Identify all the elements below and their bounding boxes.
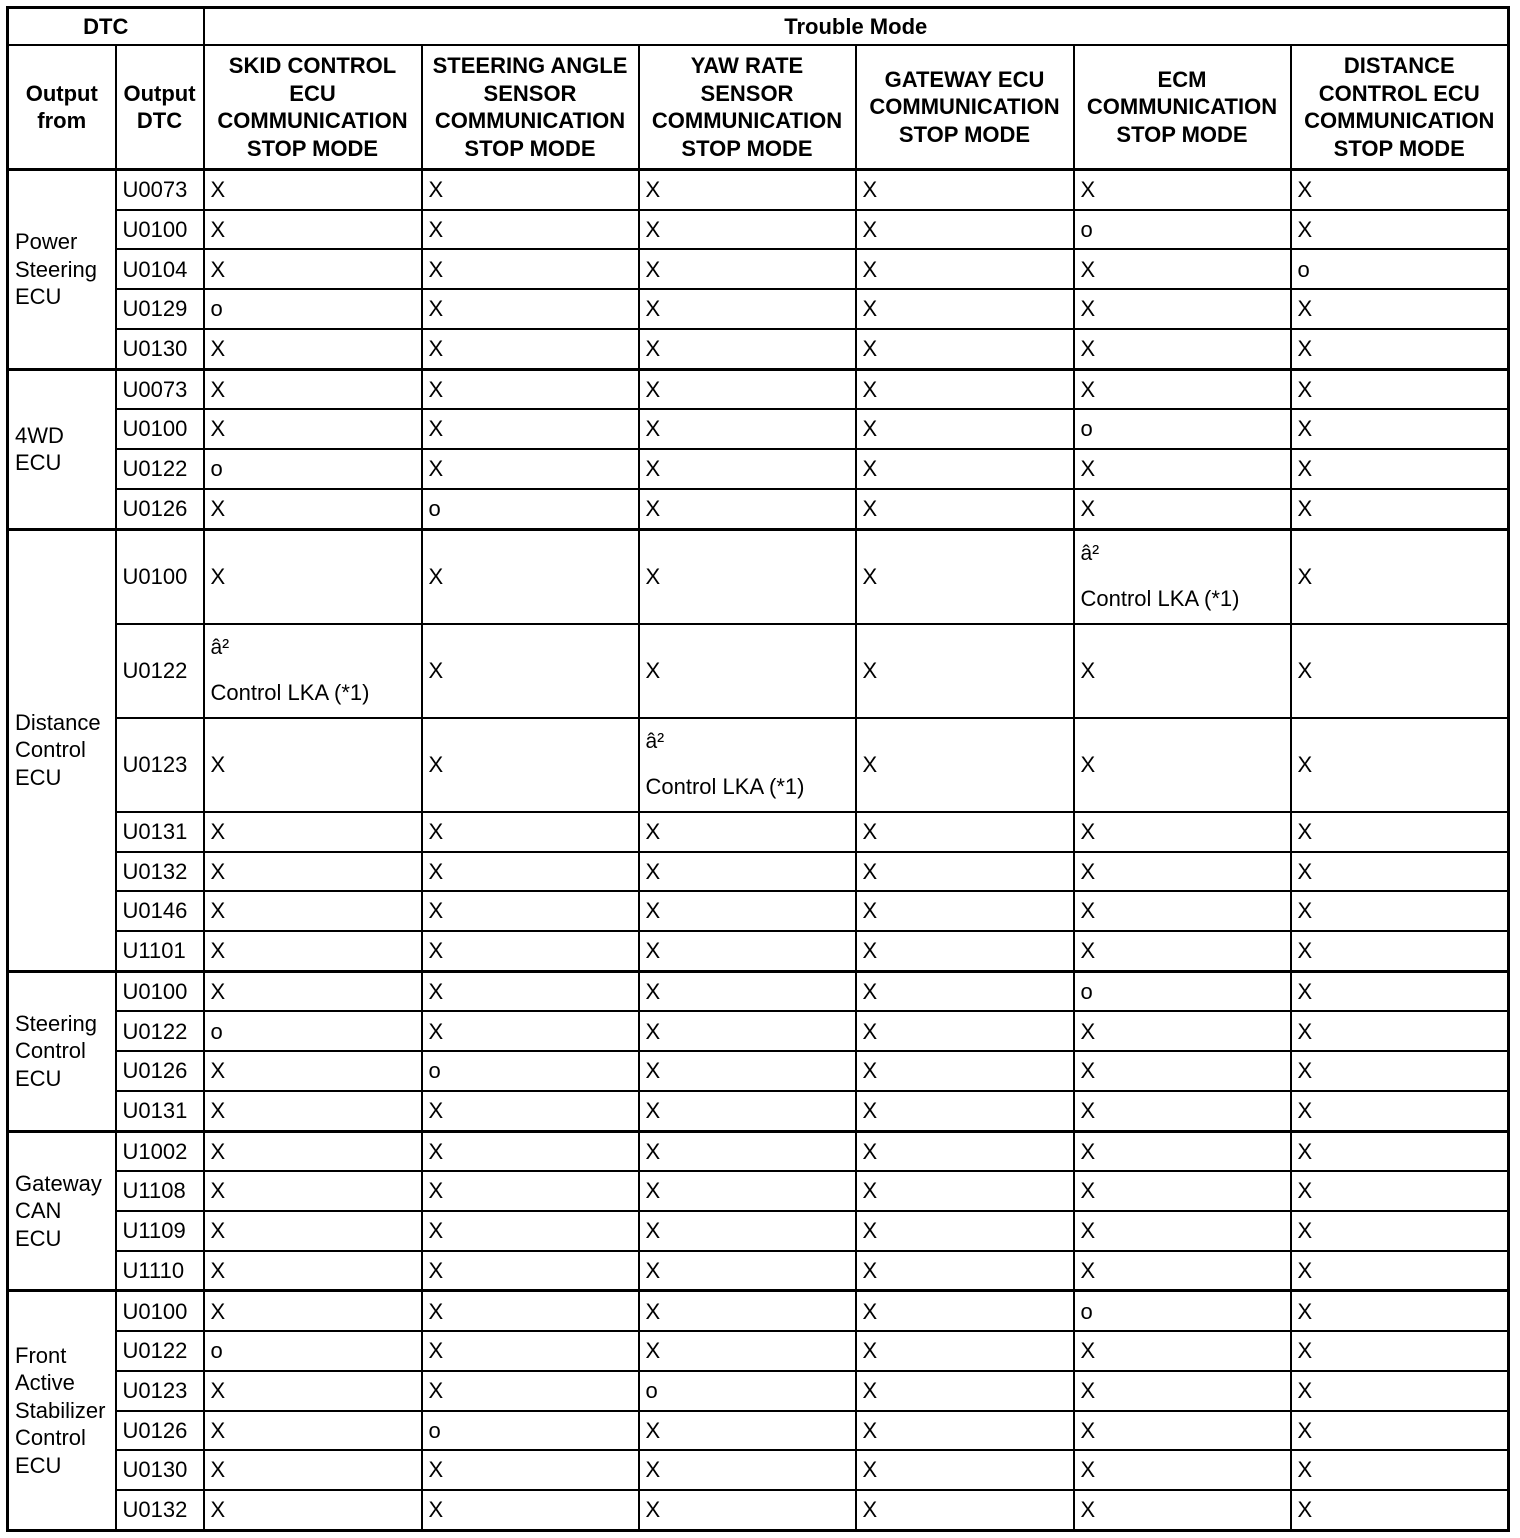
mode-cell: X: [856, 1131, 1074, 1171]
mode-cell: X: [856, 1450, 1074, 1490]
column-header-skid-control: SKID CONTROL ECU COMMUNICATION STOP MODE: [204, 45, 422, 170]
column-header-yaw-rate: YAW RATE SENSOR COMMUNICATION STOP MODE: [639, 45, 856, 170]
mode-cell: X: [204, 1131, 422, 1171]
mode-cell: X: [639, 891, 856, 931]
mode-cell: X: [639, 1011, 856, 1051]
dtc-code-cell: U0122: [116, 624, 204, 718]
output-dtc-header: Output DTC: [116, 45, 204, 170]
mode-cell: X: [1291, 1011, 1509, 1051]
table-row: [8, 409, 1509, 449]
mode-cell: X: [1291, 289, 1509, 329]
table-row: [8, 529, 1509, 624]
column-header-distance-control: DISTANCE CONTROL ECU COMMUNICATION STOP MODE: [1291, 45, 1509, 170]
mode-cell: X: [639, 1211, 856, 1251]
dtc-code-cell: U0130: [116, 329, 204, 369]
mode-cell: X: [1291, 1171, 1509, 1211]
mode-cell: o: [1074, 409, 1291, 449]
mode-cell: X: [1074, 369, 1291, 409]
table-row: [8, 369, 1509, 409]
output-from-cell: 4WD ECU: [8, 369, 116, 529]
mode-cell: o: [1074, 1291, 1291, 1331]
dtc-code-cell: U0100: [116, 210, 204, 250]
mode-cell: X: [639, 329, 856, 369]
mode-cell: X: [422, 624, 639, 718]
mode-cell: X: [639, 1251, 856, 1291]
mode-cell: X: [1291, 1411, 1509, 1451]
mode-cell: X: [856, 1211, 1074, 1251]
mode-cell: X: [422, 1331, 639, 1371]
dtc-code-cell: U0073: [116, 170, 204, 210]
mode-cell: X: [856, 718, 1074, 812]
mode-cell: X: [1291, 931, 1509, 971]
output-from-cell: Distance Control ECU: [8, 529, 116, 971]
mode-cell: X: [639, 170, 856, 210]
table-header: [8, 8, 1509, 170]
mode-cell: X: [422, 369, 639, 409]
mode-cell: X: [422, 409, 639, 449]
mode-cell: X: [204, 852, 422, 892]
mode-cell: X: [856, 1091, 1074, 1131]
mode-cell: X: [1074, 931, 1291, 971]
dtc-code-cell: U0100: [116, 529, 204, 624]
mode-cell: X: [1074, 1051, 1291, 1091]
mode-cell: X: [422, 852, 639, 892]
mode-cell: X: [639, 1131, 856, 1171]
table-row: [8, 1291, 1509, 1331]
dtc-code-cell: U0100: [116, 409, 204, 449]
mode-cell: X: [1291, 529, 1509, 624]
dtc-code-cell: U0100: [116, 971, 204, 1011]
table-row: [8, 1131, 1509, 1171]
mode-cell: X: [1291, 812, 1509, 852]
mode-cell: X: [856, 1411, 1074, 1451]
mode-cell: X: [639, 1291, 856, 1331]
mode-cell: X: [856, 1051, 1074, 1091]
table-row: [8, 812, 1509, 852]
mode-cell: X: [422, 289, 639, 329]
mode-cell: X: [1291, 449, 1509, 489]
mode-cell: X: [856, 1331, 1074, 1371]
mode-cell: [639, 718, 856, 812]
mode-cell: X: [856, 289, 1074, 329]
mode-cell: X: [856, 852, 1074, 892]
mode-cell: X: [639, 529, 856, 624]
mode-cell: X: [1291, 369, 1509, 409]
mode-cell: X: [639, 369, 856, 409]
mode-cell: X: [639, 289, 856, 329]
mode-cell: X: [1291, 891, 1509, 931]
dtc-code-cell: U0122: [116, 1331, 204, 1371]
mode-cell: X: [1291, 1490, 1509, 1530]
table-row: [8, 170, 1509, 210]
mode-cell: o: [1074, 210, 1291, 250]
mode-cell: X: [1074, 1091, 1291, 1131]
dtc-code-cell: U0123: [116, 1371, 204, 1411]
mode-cell: X: [204, 1490, 422, 1530]
mode-cell: X: [1074, 1131, 1291, 1171]
table-row: [8, 1211, 1509, 1251]
mode-cell: X: [422, 329, 639, 369]
mode-cell: o: [1291, 249, 1509, 289]
cell-symbol: â²: [210, 635, 230, 659]
mode-cell: X: [856, 1291, 1074, 1331]
dtc-code-cell: U1002: [116, 1131, 204, 1171]
mode-cell: X: [204, 1291, 422, 1331]
mode-cell: X: [1291, 329, 1509, 369]
mode-cell: X: [1291, 409, 1509, 449]
mode-cell: X: [639, 1411, 856, 1451]
cell-note: Control LKA (*1): [210, 680, 370, 706]
mode-cell: X: [1074, 1371, 1291, 1411]
mode-cell: X: [639, 1051, 856, 1091]
mode-cell: [1074, 529, 1291, 624]
mode-cell: X: [422, 529, 639, 624]
table-row: [8, 891, 1509, 931]
mode-cell: X: [422, 971, 639, 1011]
mode-cell: X: [1074, 891, 1291, 931]
mode-cell: X: [422, 718, 639, 812]
mode-cell: o: [422, 489, 639, 529]
mode-cell: X: [422, 1291, 639, 1331]
mode-cell: X: [422, 210, 639, 250]
column-header-gateway: GATEWAY ECU COMMUNICATION STOP MODE: [856, 45, 1074, 170]
mode-cell: X: [1074, 1490, 1291, 1530]
table-row: [8, 718, 1509, 812]
mode-cell: X: [856, 529, 1074, 624]
mode-cell: X: [422, 891, 639, 931]
dtc-code-cell: U0130: [116, 1450, 204, 1490]
dtc-code-cell: U0126: [116, 489, 204, 529]
mode-cell: X: [1074, 852, 1291, 892]
dtc-code-cell: U1110: [116, 1251, 204, 1291]
table-row: [8, 852, 1509, 892]
mode-cell: X: [204, 529, 422, 624]
mode-cell: X: [204, 1171, 422, 1211]
mode-cell: o: [204, 449, 422, 489]
mode-cell: X: [204, 1091, 422, 1131]
mode-cell: X: [856, 891, 1074, 931]
mode-cell: X: [639, 1331, 856, 1371]
mode-cell: X: [856, 449, 1074, 489]
mode-cell: X: [639, 971, 856, 1011]
mode-cell: X: [422, 1011, 639, 1051]
cell-note: Control LKA (*1): [645, 774, 805, 800]
mode-cell: X: [204, 1411, 422, 1451]
mode-cell: X: [422, 931, 639, 971]
mode-cell: X: [639, 249, 856, 289]
mode-cell: X: [639, 449, 856, 489]
mode-cell: X: [204, 1450, 422, 1490]
mode-cell: X: [422, 812, 639, 852]
output-from-cell: Steering Control ECU: [8, 971, 116, 1131]
mode-cell: X: [422, 1211, 639, 1251]
mode-cell: X: [856, 210, 1074, 250]
mode-cell: X: [1074, 1171, 1291, 1211]
mode-cell: X: [856, 170, 1074, 210]
dtc-header: DTC: [8, 8, 204, 46]
mode-cell: o: [639, 1371, 856, 1411]
mode-cell: X: [422, 170, 639, 210]
table-row: [8, 1411, 1509, 1451]
mode-cell: X: [1074, 1450, 1291, 1490]
mode-cell: X: [1074, 1331, 1291, 1371]
mode-cell: X: [1291, 489, 1509, 529]
dtc-code-cell: U0126: [116, 1411, 204, 1451]
mode-cell: X: [204, 249, 422, 289]
mode-cell: X: [1074, 249, 1291, 289]
output-from-header: Output from: [8, 45, 116, 170]
mode-cell: X: [856, 931, 1074, 971]
mode-cell: X: [1074, 449, 1291, 489]
mode-cell: X: [204, 409, 422, 449]
mode-cell: X: [639, 210, 856, 250]
mode-cell: X: [1074, 289, 1291, 329]
dtc-code-cell: U0146: [116, 891, 204, 931]
mode-cell: X: [422, 1371, 639, 1411]
mode-cell: X: [204, 718, 422, 812]
mode-cell: o: [422, 1411, 639, 1451]
mode-cell: X: [204, 170, 422, 210]
mode-cell: X: [639, 1171, 856, 1211]
mode-cell: X: [1291, 1051, 1509, 1091]
output-from-cell: Front Active Stabilizer Control ECU: [8, 1291, 116, 1531]
mode-cell: X: [639, 1091, 856, 1131]
mode-cell: X: [1074, 1251, 1291, 1291]
mode-cell: X: [1074, 1211, 1291, 1251]
mode-cell: X: [204, 812, 422, 852]
mode-cell: [204, 624, 422, 718]
dtc-code-cell: U0131: [116, 1091, 204, 1131]
mode-cell: X: [1074, 1011, 1291, 1051]
cell-symbol: â²: [1080, 541, 1100, 565]
mode-cell: X: [639, 1490, 856, 1530]
mode-cell: X: [1291, 1211, 1509, 1251]
mode-cell: X: [422, 249, 639, 289]
mode-cell: X: [639, 852, 856, 892]
table-row: [8, 1251, 1509, 1291]
mode-cell: X: [1291, 170, 1509, 210]
column-header-ecm: ECM COMMUNICATION STOP MODE: [1074, 45, 1291, 170]
mode-cell: X: [1074, 329, 1291, 369]
mode-cell: X: [1291, 1291, 1509, 1331]
mode-cell: X: [1074, 489, 1291, 529]
mode-cell: X: [204, 1371, 422, 1411]
output-from-cell: Gateway CAN ECU: [8, 1131, 116, 1291]
mode-cell: X: [204, 329, 422, 369]
mode-cell: X: [639, 489, 856, 529]
mode-cell: X: [204, 489, 422, 529]
mode-cell: X: [1074, 812, 1291, 852]
mode-cell: X: [1074, 624, 1291, 718]
table-row: [8, 289, 1509, 329]
dtc-code-cell: U0104: [116, 249, 204, 289]
mode-cell: X: [1291, 1331, 1509, 1371]
mode-cell: X: [856, 249, 1074, 289]
mode-cell: X: [639, 624, 856, 718]
column-header-steering-angle: STEERING ANGLE SENSOR COMMUNICATION STOP MODE: [422, 45, 639, 170]
mode-cell: X: [422, 1450, 639, 1490]
mode-cell: o: [422, 1051, 639, 1091]
mode-cell: X: [639, 1450, 856, 1490]
dtc-code-cell: U1108: [116, 1171, 204, 1211]
trouble-mode-header: Trouble Mode: [204, 8, 1509, 46]
mode-cell: X: [1291, 1131, 1509, 1171]
mode-cell: X: [1291, 1450, 1509, 1490]
table-row: [8, 249, 1509, 289]
table-row: [8, 449, 1509, 489]
mode-cell: X: [1074, 170, 1291, 210]
mode-cell: X: [856, 1490, 1074, 1530]
table-row: [8, 624, 1509, 718]
mode-cell: X: [856, 489, 1074, 529]
mode-cell: X: [204, 971, 422, 1011]
table-row: [8, 1371, 1509, 1411]
dtc-code-cell: U0122: [116, 449, 204, 489]
mode-cell: X: [856, 624, 1074, 718]
table-row: [8, 1171, 1509, 1211]
table-row: [8, 1331, 1509, 1371]
table-row: [8, 931, 1509, 971]
mode-cell: X: [204, 1051, 422, 1091]
mode-cell: X: [639, 409, 856, 449]
mode-cell: X: [856, 812, 1074, 852]
mode-cell: X: [1291, 971, 1509, 1011]
mode-cell: X: [204, 210, 422, 250]
table-row: [8, 1051, 1509, 1091]
mode-cell: X: [422, 1490, 639, 1530]
table-row: [8, 971, 1509, 1011]
mode-cell: o: [204, 1011, 422, 1051]
dtc-code-cell: U0132: [116, 852, 204, 892]
mode-cell: X: [1074, 718, 1291, 812]
mode-cell: X: [1291, 1251, 1509, 1291]
mode-cell: X: [422, 1171, 639, 1211]
mode-cell: X: [1291, 1091, 1509, 1131]
dtc-code-cell: U1101: [116, 931, 204, 971]
table-body: [8, 170, 1509, 1531]
mode-cell: X: [204, 891, 422, 931]
table-row: [8, 1091, 1509, 1131]
cell-note: Control LKA (*1): [1080, 585, 1240, 611]
mode-cell: X: [204, 369, 422, 409]
table-row: [8, 1490, 1509, 1530]
mode-cell: X: [204, 1251, 422, 1291]
mode-cell: X: [856, 971, 1074, 1011]
dtc-code-cell: U0073: [116, 369, 204, 409]
dtc-code-cell: U0100: [116, 1291, 204, 1331]
table-row: [8, 329, 1509, 369]
mode-cell: X: [422, 1131, 639, 1171]
mode-cell: X: [856, 1251, 1074, 1291]
table-row: [8, 1011, 1509, 1051]
mode-cell: X: [422, 1251, 639, 1291]
dtc-trouble-mode-table: [6, 6, 1510, 1532]
mode-cell: X: [1291, 1371, 1509, 1411]
dtc-code-cell: U0122: [116, 1011, 204, 1051]
dtc-code-cell: U0129: [116, 289, 204, 329]
table-row: [8, 489, 1509, 529]
mode-cell: X: [422, 449, 639, 489]
dtc-code-cell: U0132: [116, 1490, 204, 1530]
mode-cell: X: [1291, 210, 1509, 250]
table-row: [8, 210, 1509, 250]
mode-cell: X: [422, 1091, 639, 1131]
mode-cell: X: [204, 1211, 422, 1251]
dtc-code-cell: U0126: [116, 1051, 204, 1091]
mode-cell: X: [856, 1011, 1074, 1051]
dtc-code-cell: U1109: [116, 1211, 204, 1251]
mode-cell: X: [639, 931, 856, 971]
mode-cell: X: [1291, 852, 1509, 892]
mode-cell: X: [856, 369, 1074, 409]
mode-cell: X: [856, 329, 1074, 369]
table-row: [8, 1450, 1509, 1490]
mode-cell: X: [856, 1171, 1074, 1211]
mode-cell: X: [639, 812, 856, 852]
mode-cell: X: [1074, 1411, 1291, 1451]
mode-cell: o: [1074, 971, 1291, 1011]
dtc-code-cell: U0131: [116, 812, 204, 852]
mode-cell: X: [856, 409, 1074, 449]
mode-cell: X: [204, 931, 422, 971]
cell-symbol: â²: [645, 729, 665, 753]
mode-cell: X: [1291, 718, 1509, 812]
mode-cell: o: [204, 1331, 422, 1371]
mode-cell: X: [856, 1371, 1074, 1411]
mode-cell: o: [204, 289, 422, 329]
mode-cell: X: [1291, 624, 1509, 718]
dtc-code-cell: U0123: [116, 718, 204, 812]
output-from-cell: Power Steering ECU: [8, 170, 116, 370]
